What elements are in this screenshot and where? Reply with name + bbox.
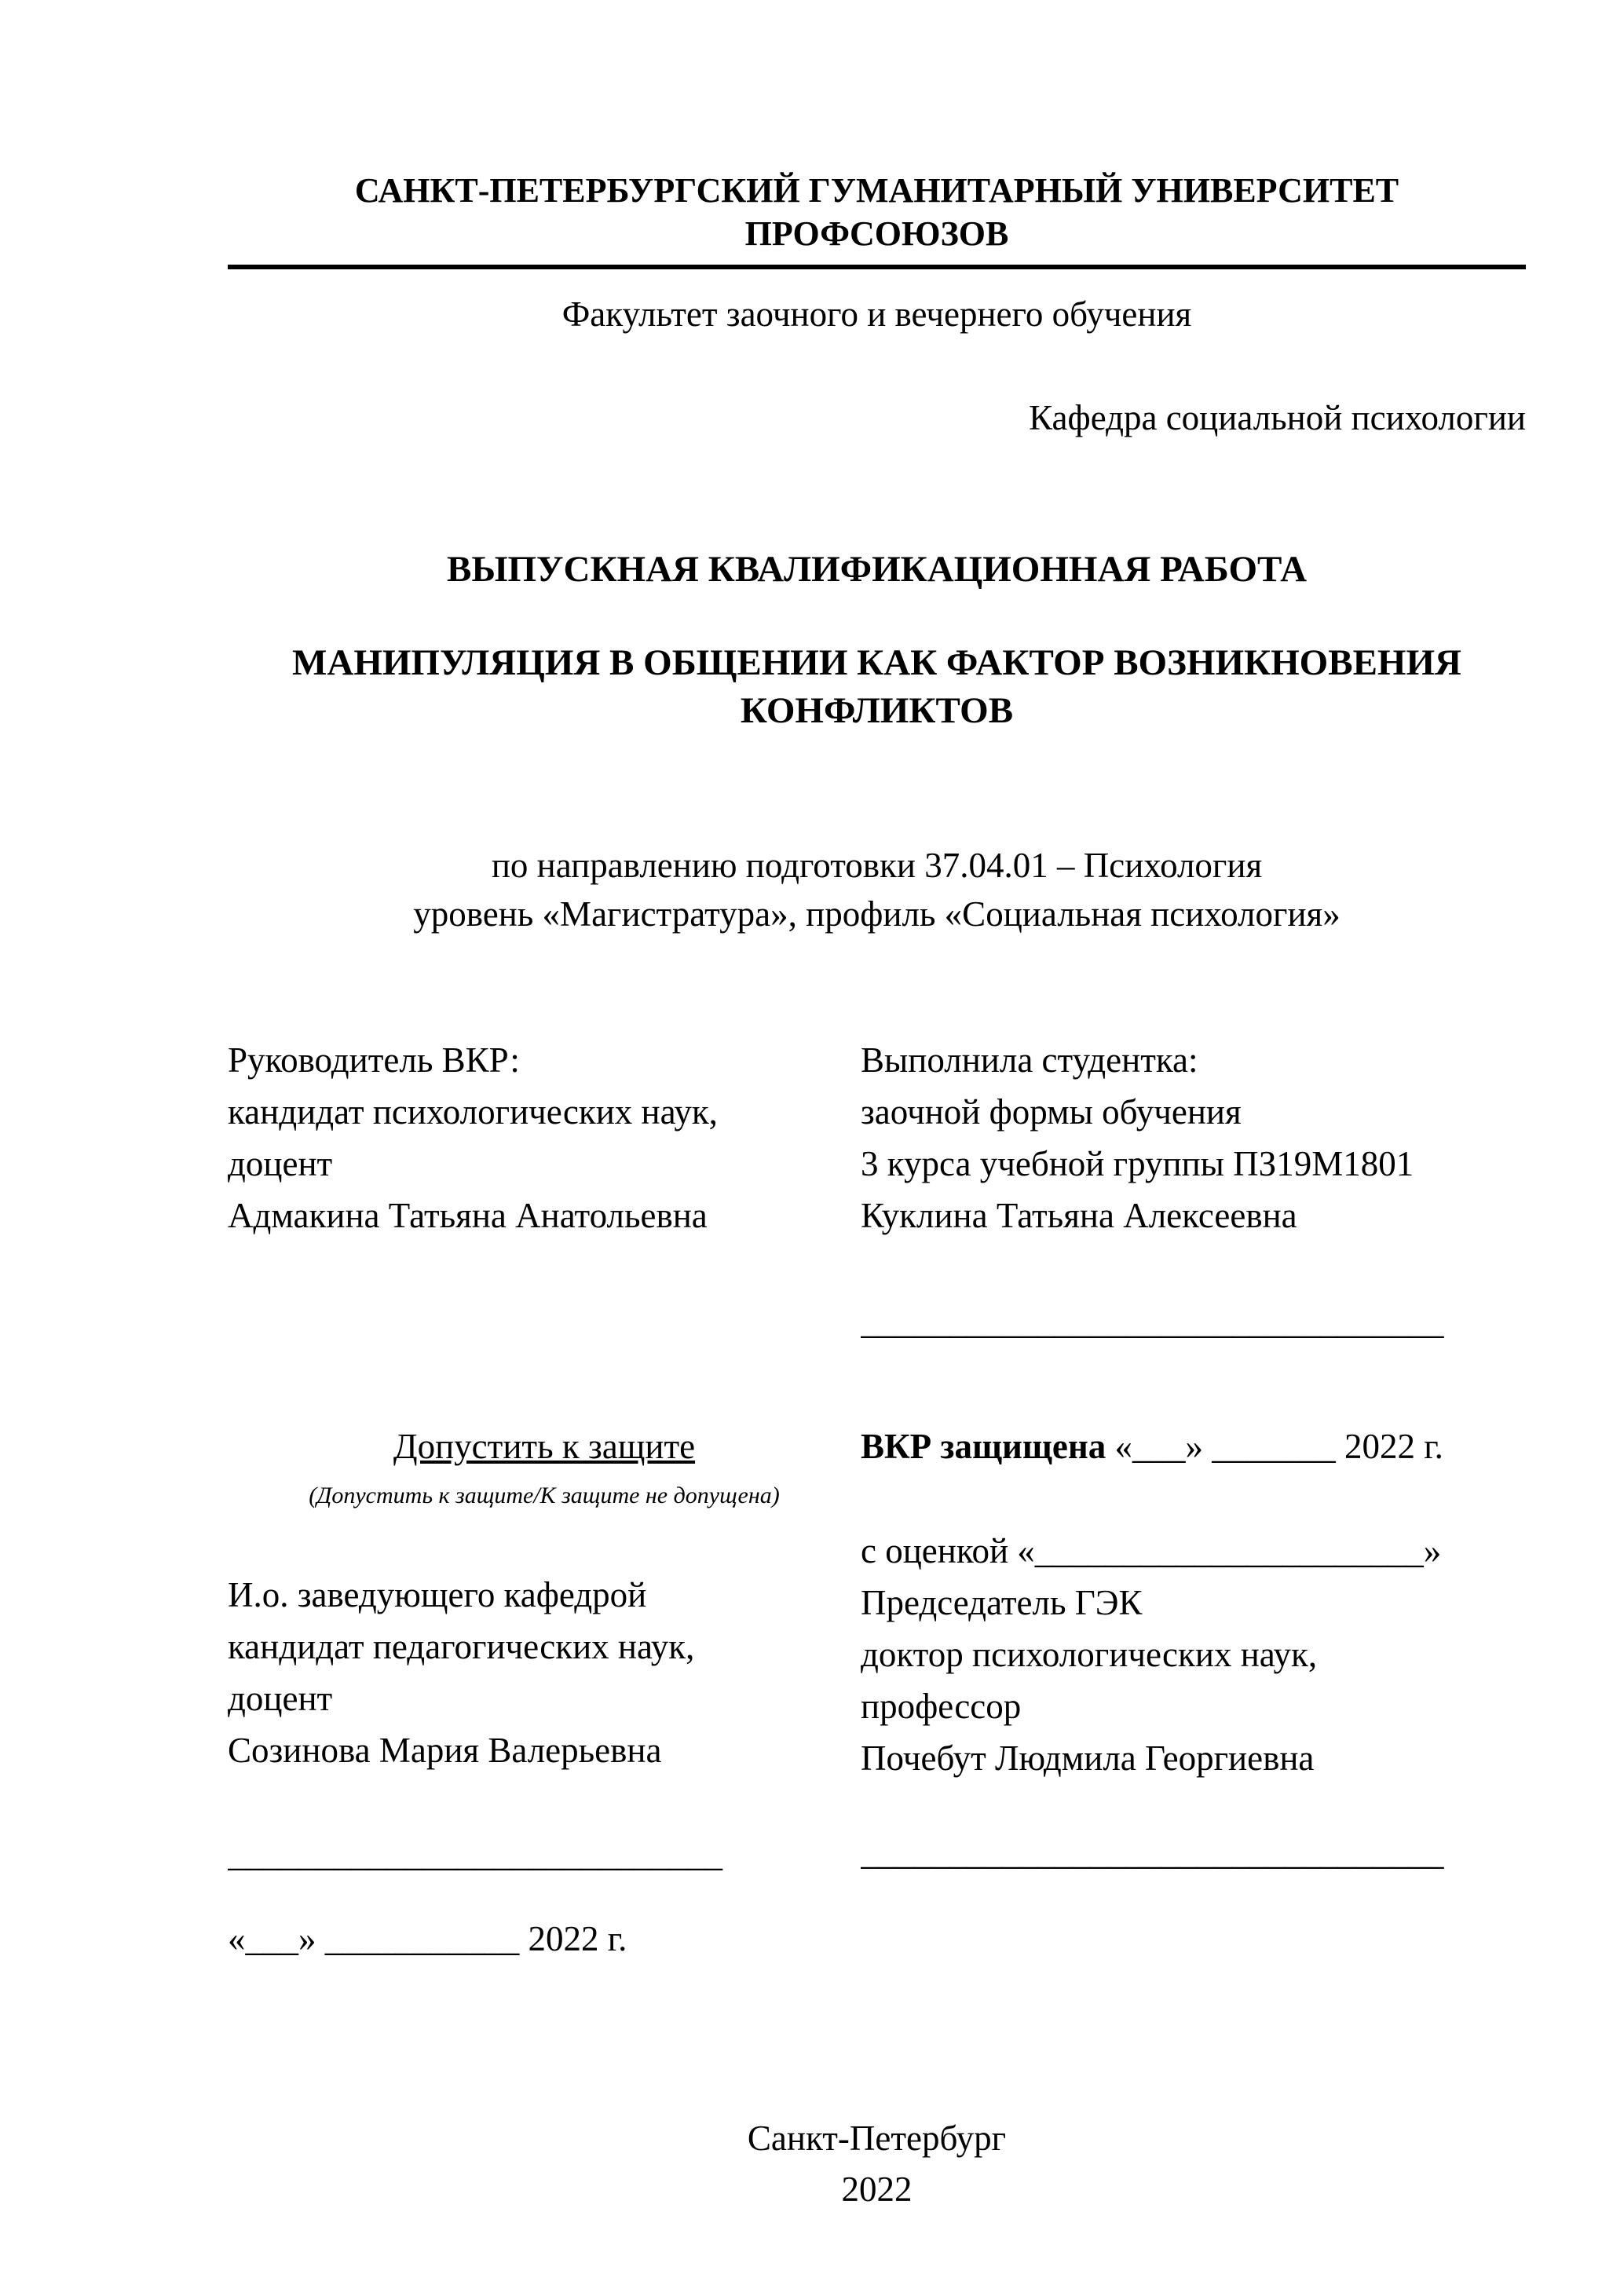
- program-info: [228, 841, 1526, 938]
- supervisor-degree: кандидат психологических наук,: [228, 1092, 718, 1132]
- thesis-title: [228, 639, 1526, 733]
- footer-block: [228, 2113, 1526, 2216]
- admission-heading: Допустить к защите: [393, 1426, 696, 1466]
- official-block: [228, 1569, 861, 1777]
- student-block: [861, 1034, 1526, 1348]
- official-rank: доцент: [228, 1678, 333, 1718]
- student-group: 3 курса учебной группы ПЗ19М1801: [861, 1144, 1414, 1184]
- approval-columns: [228, 1420, 1526, 1965]
- supervisor-role: Руководитель ВКР:: [228, 1040, 520, 1080]
- thesis-title-line-1: МАНИПУЛЯЦИЯ В ОБЩЕНИИ КАК ФАКТОР ВОЗНИКНОВЕНИЯ: [292, 642, 1461, 684]
- official-degree: кандидат педагогических наук,: [228, 1626, 695, 1666]
- official-position: И.о. заведующего кафедрой: [228, 1574, 647, 1614]
- chair-title: Председатель ГЭК: [861, 1582, 1143, 1622]
- admission-block: [228, 1420, 861, 1965]
- admission-date-line: «___» ___________ 2022 г.: [228, 1919, 627, 1959]
- program-direction-line: по направлению подготовки 37.04.01 – Психология: [491, 845, 1263, 885]
- student-form: заочной формы обучения: [861, 1092, 1242, 1132]
- official-name: Созинова Мария Валерьевна: [228, 1731, 662, 1771]
- supervisor-name: Адмакина Татьяна Анатольевна: [228, 1196, 708, 1236]
- admission-signature-line: ____________________________: [228, 1834, 722, 1874]
- chair-name: Почебут Людмила Георгиевна: [861, 1738, 1315, 1779]
- defense-status-line: [861, 1420, 1526, 1472]
- defense-grade-line: с оценкой «______________________»: [861, 1530, 1442, 1570]
- supervisor-rank: доцент: [228, 1144, 333, 1184]
- student-name: Куклина Татьяна Алексеевна: [861, 1196, 1297, 1236]
- supervisor-block: [228, 1034, 861, 1242]
- student-role: Выполнила студентка:: [861, 1040, 1198, 1080]
- work-type-heading: ВЫПУСКНАЯ КВАЛИФИКАЦИОННАЯ РАБОТА: [446, 549, 1308, 590]
- university-name: САНКТ-ПЕТЕРБУРГСКИЙ ГУМАНИТАРНЫЙ УНИВЕРСИТЕТ ПРОФСОЮЗОВ: [228, 169, 1526, 269]
- defense-date-blank: «___» _______ 2022 г.: [1106, 1426, 1443, 1466]
- chair-degree: доктор психологических наук,: [861, 1634, 1318, 1674]
- chair-block: [861, 1577, 1526, 1785]
- thesis-title-line-2: КОНФЛИКТОВ: [740, 689, 1014, 731]
- admission-note: (Допустить к защите/К защите не допущена): [309, 1482, 780, 1508]
- year-line: 2022: [841, 2169, 913, 2209]
- defense-block: [861, 1420, 1526, 1879]
- faculty-line: Факультет заочного и вечернего обучения: [561, 294, 1192, 334]
- chair-rank: профессор: [861, 1687, 1022, 1727]
- program-level-line: уровень «Магистратура», профиль «Социальная психология»: [413, 894, 1341, 934]
- defense-status-label: ВКР защищена: [861, 1426, 1106, 1466]
- defense-signature-line: _________________________________: [861, 1833, 1444, 1873]
- people-columns: [228, 1034, 1526, 1348]
- student-signature-line: _________________________________: [861, 1302, 1444, 1342]
- department-line: Кафедра социальной психологии: [1029, 398, 1526, 438]
- city-line: Санкт-Петербург: [747, 2118, 1007, 2158]
